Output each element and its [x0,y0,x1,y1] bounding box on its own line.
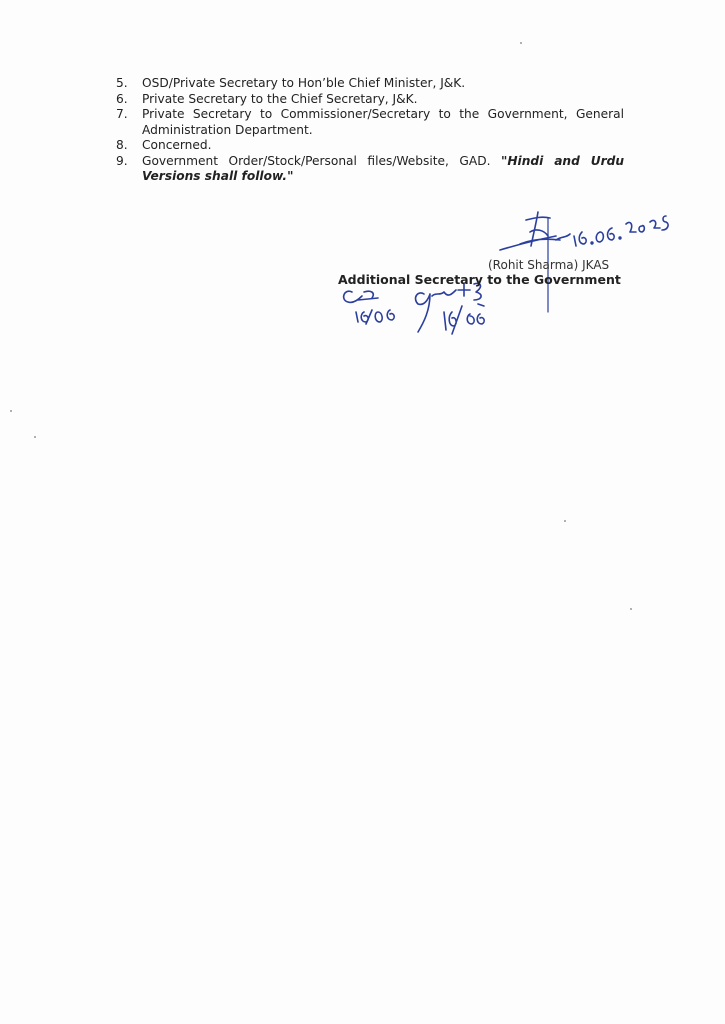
list-item-number: 7. [116,107,128,121]
language-note: "Hindi and Urdu Versions shall follow." [142,153,625,183]
paper-speck [630,608,632,610]
list-item-number: 8. [116,138,128,152]
list-item-number: 5. [116,76,128,90]
signatory-name: (Rohit Sharma) JKAS [488,258,610,272]
paper-speck [520,42,522,44]
list-item-text: Private Secretary to the Chief Secretary, J&K. [142,91,418,106]
list-item-number: 9. [116,153,128,168]
paper-speck [564,520,566,522]
list-item-main-text: Government Order/Stock/Personal files/Website, GAD. [142,153,491,168]
paper-speck [34,436,36,438]
paper-speck [10,410,12,412]
signatory-designation: Additional Secretary to the Government [338,272,621,287]
list-item-text: Private Secretary to Commissioner/Secretary to the Government, General Administration Department. [142,107,624,137]
list-item-text: OSD/Private Secretary to Hon’ble Chief Minister, J&K. [142,76,466,90]
list-item-number: 6. [116,91,128,106]
list-item-text: Concerned. [142,138,212,152]
